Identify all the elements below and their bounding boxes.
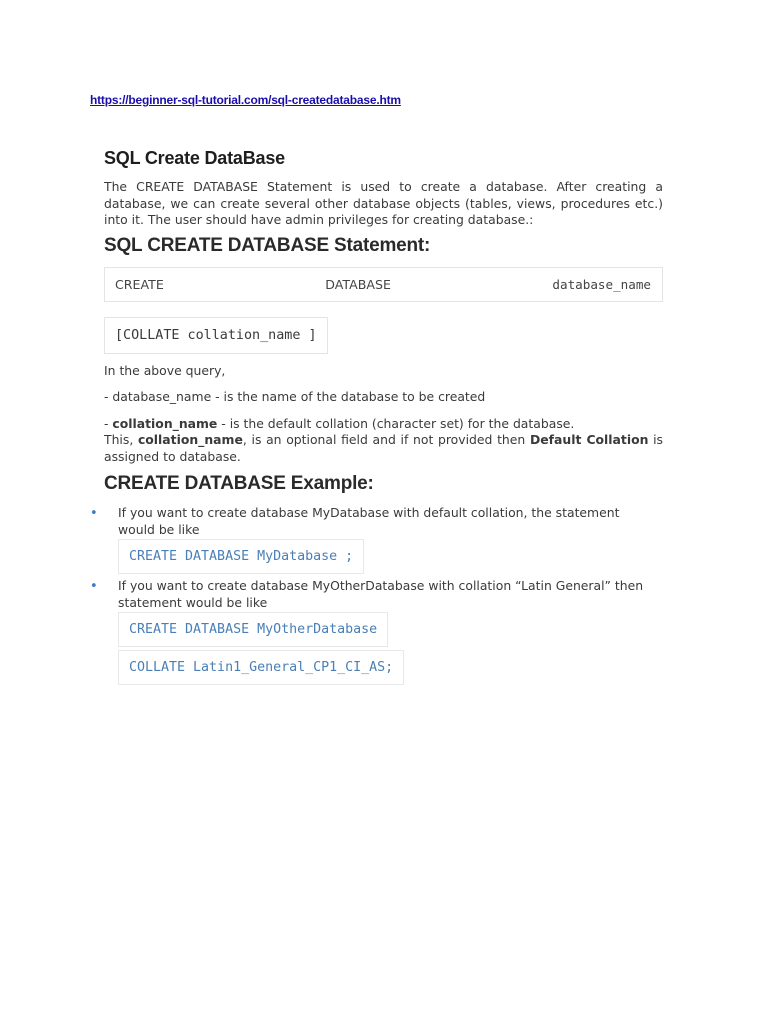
default-collation-term: Default Collation	[529, 432, 649, 447]
source-link[interactable]: https://beginner-sql-tutorial.com/sql-createdatabase.htm	[90, 93, 401, 107]
bullet-icon: •	[90, 579, 98, 594]
collation-dash: -	[104, 415, 113, 431]
example-2-text: If you want to create database MyOtherDatabase with collation “Latin General” then statement would be like	[118, 578, 644, 610]
collation-term: collation_name	[112, 415, 218, 431]
syntax-box	[104, 267, 663, 302]
list-item	[90, 578, 649, 685]
collation-optional-text	[104, 432, 663, 465]
example-1-code-wrap	[118, 539, 649, 574]
collation-desc: - is the default collation (character set) for the database.	[217, 415, 575, 431]
page-title: SQL Create DataBase	[104, 148, 285, 168]
syntax-database: DATABASE	[325, 276, 391, 292]
list-item	[90, 505, 649, 574]
example-1-text: If you want to create database MyDatabase with default collation, the statement would be like	[118, 505, 620, 537]
above-query-text: In the above query,	[104, 362, 226, 378]
intro-paragraph: The CREATE DATABASE Statement is used to create a database. After creating a database, we can create several other database objects (tables, views, procedures etc.) into it. The user should have admin privileges for creating database.:	[104, 179, 663, 227]
example-2-code-wrap-2	[118, 650, 649, 685]
database-name-explanation: - database_name - is the name of the database to be created	[104, 389, 486, 404]
this-prefix: This,	[104, 432, 138, 447]
article	[90, 148, 664, 685]
collate-syntax-box	[104, 317, 328, 354]
example-2-code-line1: CREATE DATABASE MyOtherDatabase	[118, 612, 388, 647]
this-collation-term: collation_name	[137, 432, 243, 447]
this-end: is assigned to database.	[104, 432, 664, 464]
bullet-icon: •	[90, 506, 98, 521]
syntax-create: CREATE	[115, 276, 164, 292]
this-middle: , is an optional field and if not provided then	[242, 432, 530, 447]
collation-explanation	[104, 416, 663, 433]
example-1-code: CREATE DATABASE MyDatabase ;	[118, 539, 364, 574]
statement-heading: SQL CREATE DATABASE Statement:	[104, 234, 431, 256]
example-list	[90, 505, 649, 685]
example-2-code-line2: COLLATE Latin1_General_CP1_CI_AS;	[118, 650, 404, 685]
example-heading: CREATE DATABASE Example:	[104, 473, 374, 494]
collate-syntax-text: [COLLATE collation_name ]	[115, 327, 317, 343]
example-2-code-wrap	[118, 612, 649, 647]
syntax-database-name: database_name	[552, 276, 651, 292]
